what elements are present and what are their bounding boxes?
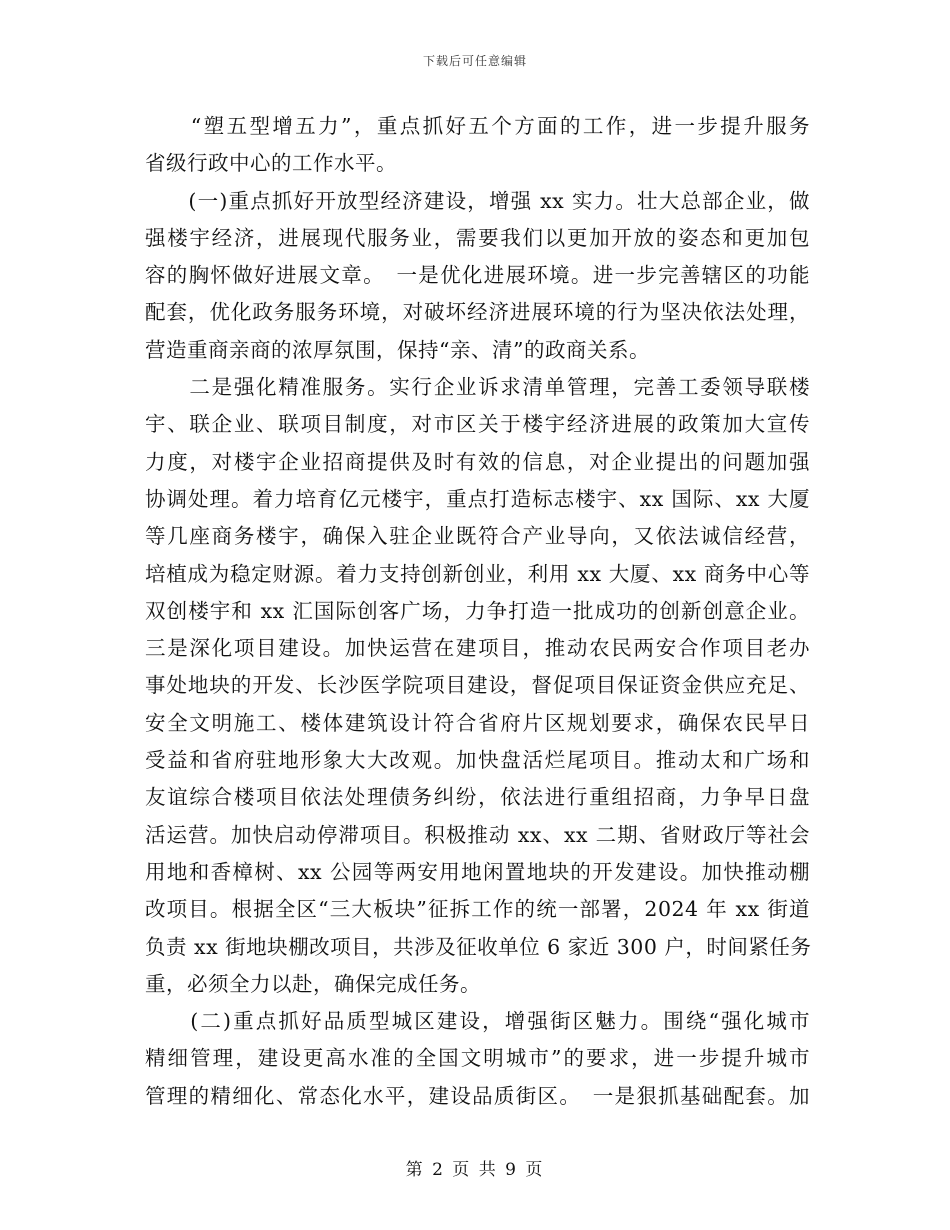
document-body — [145, 108, 810, 1115]
text-line: 管理的精细化、常态化水平，建设品质街区。 一是狠抓基础配套。加 — [145, 1083, 810, 1108]
text-line: 力度，对楼宇企业招商提供及时有效的信息，对企业提出的问题加强 — [145, 449, 810, 474]
text-line: 协调处理。着力培育亿元楼宇，重点打造标志楼宇、xx 国际、xx 大厦 — [145, 486, 810, 511]
text-line: 营造重商亲商的浓厚氛围，保持“亲、清”的政商关系。 — [145, 337, 650, 362]
text-line: 精细管理，建设更高水准的全国文明城市”的要求，进一步提升城市 — [145, 1046, 810, 1071]
text-line: 宇、联企业、联项目制度，对市区关于楼宇经济进展的政策加大宣传 — [145, 412, 810, 437]
text-line: 强楼宇经济，进展现代服务业，需要我们以更加开放的姿态和更加包 — [145, 225, 810, 250]
text-line: 受益和省府驻地形象大大改观。加快盘活烂尾项目。推动太和广场和 — [145, 748, 810, 773]
text-line: 重，必须全力以赴，确保完成任务。 — [145, 971, 481, 996]
text-line: 改项目。根据全区“三大板块”征拆工作的统一部署，2024 年 xx 街道 — [145, 897, 810, 922]
text-line: 省级行政中心的工作水平。 — [145, 151, 397, 176]
text-line: (一)重点抓好开放型经济建设，增强 xx 实力。壮大总部企业，做 — [145, 188, 810, 213]
text-line: “塑五型增五力”，重点抓好五个方面的工作，进一步提升服务 — [145, 114, 810, 138]
text-line: 用地和香樟树、xx 公园等两安用地闲置地块的开发建设。加快推动棚 — [145, 859, 810, 884]
text-line: 友谊综合楼项目依法处理债务纠纷，依法进行重组招商，力争早日盘 — [145, 785, 810, 810]
page-header: 下载后可任意编辑 — [422, 54, 527, 68]
text-line: 活运营。加快启动停滞项目。积极推动 xx、xx 二期、省财政厅等社会 — [145, 822, 810, 847]
text-line: 容的胸怀做好进展文章。 一是优化进展环境。进一步完善辖区的功能 — [145, 263, 810, 288]
text-line: 二是强化精准服务。实行企业诉求清单管理，完善工委领导联楼 — [145, 375, 810, 400]
text-line: 负责 xx 街地块棚改项目，共涉及征收单位 6 家近 300 户，时间紧任务 — [145, 934, 812, 959]
text-line: (二)重点抓好品质型城区建设，增强街区魅力。围绕“强化城市 — [145, 1009, 810, 1034]
text-line: 三是深化项目建设。加快运营在建项目，推动农民两安合作项目老办 — [145, 636, 810, 661]
text-line: 双创楼宇和 xx 汇国际创客广场，力争打造一批成功的创新创意企业。 — [145, 598, 810, 623]
text-line: 配套，优化政务服务环境，对破坏经济进展环境的行为坚决依法处理， — [145, 300, 810, 325]
text-line: 等几座商务楼宇，确保入驻企业既符合产业导向，又依法诚信经营， — [145, 524, 810, 549]
text-line: 事处地块的开发、长沙医学院项目建设，督促项目保证资金供应充足、 — [145, 673, 810, 698]
page-number: 第 2 页 共 9 页 — [405, 1160, 545, 1180]
text-line: 安全文明施工、楼体建筑设计符合省府片区规划要求，确保农民早日 — [145, 710, 810, 735]
text-line: 培植成为稳定财源。着力支持创新创业，利用 xx 大厦、xx 商务中心等 — [145, 561, 810, 586]
